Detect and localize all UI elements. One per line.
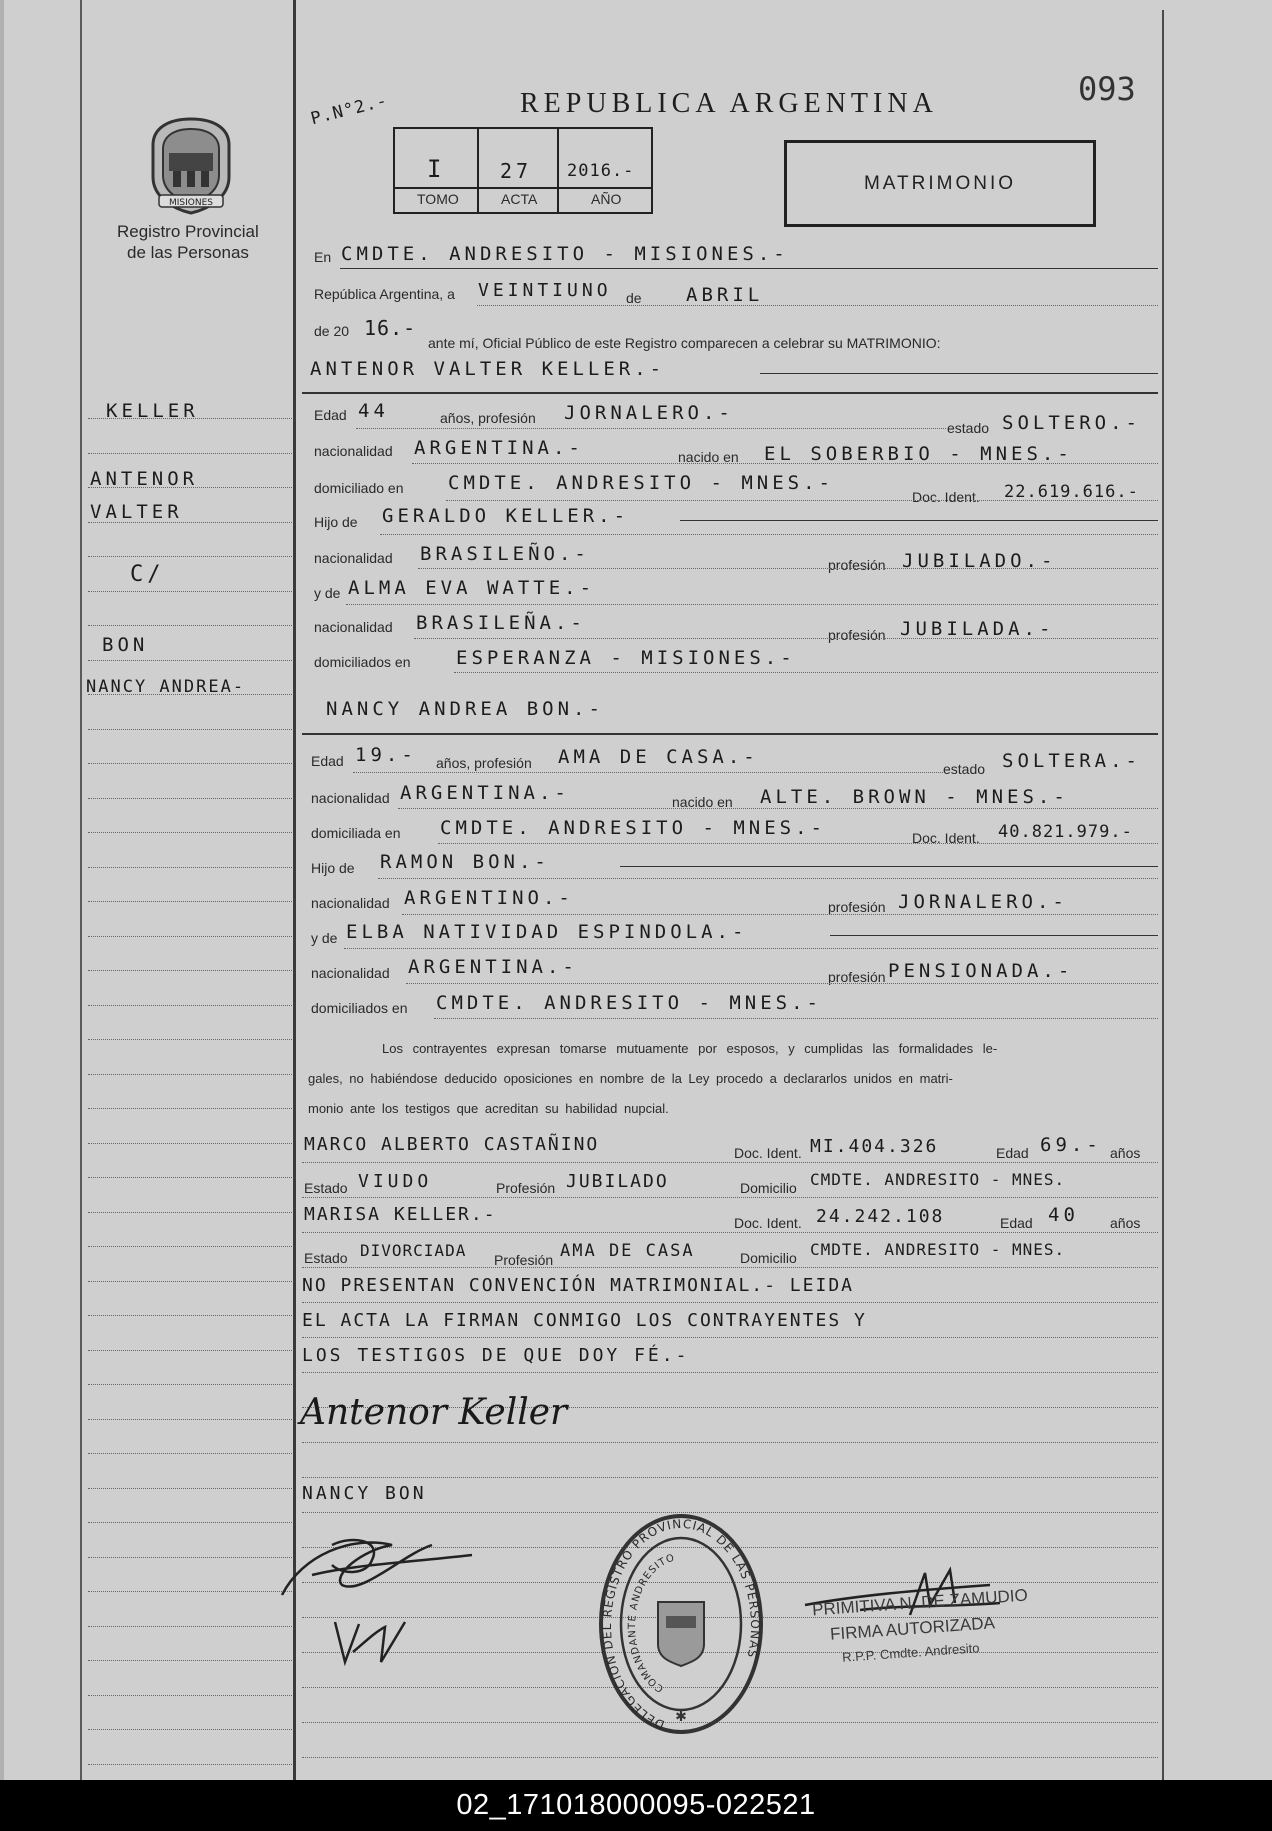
margin-rule [88,625,292,627]
margin-rule [88,591,292,593]
label-nacionalidad: nacionalidad [311,895,390,911]
document-id: 02_171018000095-022521 [456,1789,816,1821]
label-doc-ident: Doc. Ident. [912,830,980,846]
witness1-civil-state: VIUDO [358,1171,433,1192]
groom-civil-state: SOLTERO.- [1002,412,1141,434]
margin-rule [88,901,292,903]
notes-line-1: NO PRESENTAN CONVENCIÓN MATRIMONIAL.- LEIDA [302,1275,854,1296]
margin-rule [88,1143,292,1145]
label-profesion: profesión [828,899,886,915]
rule [406,983,1158,985]
tomo-acta-ano-box [393,127,653,214]
label-profesion: Profesión [496,1180,556,1196]
label-nacionalidad: nacionalidad [314,619,393,635]
rule [398,808,1158,810]
label-nacido-en: nacido en [672,794,733,810]
bride-mother-profession: PENSIONADA.- [888,960,1074,982]
record-type: MATRIMONIO [863,173,1017,194]
margin-rule [88,1453,292,1455]
margin-rule [88,970,292,972]
label-nacionalidad: nacionalidad [314,550,393,566]
margin-conjunction: C/ [130,562,165,587]
rule [302,1267,1158,1269]
witness2-name: MARISA KELLER.- [304,1204,497,1225]
margin-rule [88,1557,292,1559]
rule [414,638,1158,640]
margin-bride-given: NANCY ANDREA- [86,677,246,697]
svg-text:COMANDANTE ANDRESITO [627,1553,677,1695]
margin-rule [88,763,292,765]
rule [680,520,1158,522]
margin-rule [88,1626,292,1628]
rule [412,463,1158,465]
margin-groom-given-2: VALTER [90,501,183,523]
groom-profession: JORNALERO.- [564,402,734,424]
margin-rule [88,1005,292,1007]
margin-groom-surname: KELLER [106,400,199,422]
declaration-line-3: monio ante los testigos que acreditan su habilidad nupcial. [308,1101,669,1116]
label-estado: estado [943,761,986,777]
binding-left-edge [0,0,4,1780]
year-prefix: de 20 [314,323,350,339]
margin-rule [88,453,292,455]
registry-name-line2: de las Personas [127,243,249,262]
tomo-value: I [427,155,446,183]
margin-rule [88,1522,292,1524]
de-label: de [626,290,642,306]
margin-rule [88,1384,292,1386]
seal-ring-text: DELEGACION DEL REGISTRO PROVINCIAL DE LAS PERSONAS [600,1516,763,1732]
en-label: En [314,249,332,265]
registry-name-line1: Registro Provincial [117,222,259,241]
margin-rule [88,1108,292,1110]
rule [302,1337,1158,1339]
corner-note: P.N°2.- [308,90,390,130]
rule [302,733,1158,736]
margin-rule [88,798,292,800]
label-y-de: y de [314,585,341,601]
bride-profession: AMA DE CASA.- [558,746,759,768]
groom-nationality: ARGENTINA.- [414,437,584,459]
bride-father: RAMON BON.- [380,851,550,873]
witness2-doc: 24.242.108 [816,1206,945,1227]
label-domiciliado-en: domiciliado en [314,480,404,496]
label-nacido-en: nacido en [678,449,739,465]
label-estado: estado [947,420,990,436]
rule [356,428,946,430]
groom-father-profession: JUBILADO.- [902,550,1057,572]
signature-rule [302,1442,1158,1444]
rule [378,878,1158,880]
rule [344,948,1158,950]
margin-rule [88,660,292,662]
declaration-line-1: Los contrayentes expresan tomarse mutuamente por esposos, y cumplidas las formalidades le- [382,1041,998,1056]
witness1-signature-scribble [272,1515,482,1605]
witness2-profession: AMA DE CASA [560,1241,695,1261]
label-domiciliados-en: domiciliados en [314,654,411,670]
groom-full-name: ANTENOR VALTER KELLER.- [310,358,666,380]
left-margin-line [80,0,82,1780]
rule [402,914,1158,916]
page-number: 093 [1078,70,1136,108]
rule [477,305,1158,307]
rule [620,866,1158,868]
margin-rule [88,1419,292,1421]
witness1-doc: MI.404.326 [810,1136,939,1157]
bride-doc: 40.821.979.- [998,822,1133,842]
label-nacionalidad: nacionalidad [311,965,390,981]
bride-age: 19.- [355,744,417,766]
rule [434,1018,1158,1020]
rule [454,672,1158,674]
rule [340,268,1158,270]
groom-signature: Antenor Keller [300,1392,568,1433]
bride-parents-address: CMDTE. ANDRESITO - MNES.- [436,992,822,1014]
notes-line-2: EL ACTA LA FIRMAN CONMIGO LOS CONTRAYENTES Y [302,1310,867,1331]
margin-rule [88,1315,292,1317]
witness2-address: CMDTE. ANDRESITO - MNES. [810,1240,1066,1259]
label-estado: Estado [304,1250,348,1266]
label-anos-profesion: años, profesión [440,410,536,426]
margin-rule [88,1350,292,1352]
right-page-edge [1162,10,1164,1780]
declaration-line-2: gales, no habiéndose deducido oposiciones en nombre de la Ley procedo a declararlos unidos en matri- [308,1071,953,1086]
signature-rule [302,1757,1158,1759]
margin-bride-surname: BON [102,634,149,656]
witness2-age: 40 [1048,1204,1079,1226]
bride-mother: ELBA NATIVIDAD ESPINDOLA.- [346,921,748,943]
label-anos: años [1110,1215,1141,1231]
groom-mother-nationality: BRASILEÑA.- [416,612,586,634]
official-title: FIRMA AUTORIZADA [829,1613,996,1644]
signature-rule [302,1477,1158,1479]
bride-address: CMDTE. ANDRESITO - MNES.- [440,817,826,839]
record-type-box [784,140,1096,227]
witness1-profession: JUBILADO [566,1171,669,1192]
label-profesion: profesión [828,969,886,985]
margin-rule [88,1212,292,1214]
witness2-civil-state: DIVORCIADA [360,1241,467,1260]
label-edad: Edad [314,407,347,423]
notes-line-3: LOS TESTIGOS DE QUE DOY FÉ.- [302,1345,690,1366]
margin-rule [88,1591,292,1593]
rule [438,843,1158,845]
svg-text:DELEGACION DEL REGISTRO PROVIN [600,1517,762,1732]
rule [418,568,1158,570]
bride-nationality: ARGENTINA.- [400,782,570,804]
groom-address: CMDTE. ANDRESITO - MNES.- [448,472,834,494]
margin-rule [88,1764,292,1766]
bride-full-name: NANCY ANDREA BON.- [326,698,604,720]
margin-rule [88,1074,292,1076]
label-doc-ident: Doc. Ident. [734,1215,802,1231]
witness1-name: MARCO ALBERTO CASTAÑINO [304,1134,600,1155]
country-title: REPUBLICA ARGENTINA [520,88,938,119]
groom-birthplace: EL SOBERBIO - MNES.- [764,443,1073,465]
official-office: R.P.P. Cmdte. Andresito [841,1640,980,1665]
label-domiciliados-en: domiciliados en [311,1000,408,1016]
svg-text:✱: ✱ [675,1708,687,1724]
label-nacionalidad: nacionalidad [311,790,390,806]
margin-rule [88,729,292,731]
margin-rule [88,1246,292,1248]
ceremony-year: 16.- [364,316,417,340]
groom-mother-profession: JUBILADA.- [900,618,1055,640]
margin-rule [88,1695,292,1697]
bride-father-profession: JORNALERO.- [898,891,1068,913]
republica-label: República Argentina, a [314,286,455,302]
tomo-label: TOMO [417,191,459,207]
label-estado: Estado [304,1180,348,1196]
margin-rule [88,1660,292,1662]
ano-value: 2016.- [567,161,635,181]
label-doc-ident: Doc. Ident. [734,1145,802,1161]
label-anos: años [1110,1145,1141,1161]
label-profesion: profesión [828,557,886,573]
svg-text:MISIONES: MISIONES [168,198,214,208]
label-hijo-de: Hijo de [311,860,355,876]
intro-text: ante mí, Oficial Público de este Registro comparecen a celebrar su MATRIMONIO: [428,335,941,351]
witness1-address: CMDTE. ANDRESITO - MNES. [810,1170,1066,1189]
column-divider [293,0,296,1780]
margin-rule [88,1177,292,1179]
label-edad: Edad [311,753,344,769]
rule [302,1197,1158,1199]
witness2-signature-scribble [325,1612,415,1672]
bride-civil-state: SOLTERA.- [1002,750,1141,772]
label-domiciliada-en: domiciliada en [311,825,401,841]
witness1-age: 69.- [1040,1134,1102,1156]
groom-age: 44 [358,400,389,422]
groom-parents-address: ESPERANZA - MISIONES.- [456,647,796,669]
ceremony-month: ABRIL [686,284,764,306]
margin-rule [88,1281,292,1283]
groom-father-nationality: BRASILEÑO.- [420,543,590,565]
margin-rule [88,1039,292,1041]
rule [760,373,1158,375]
ano-label: AÑO [591,191,622,207]
margin-rule [88,832,292,834]
margin-rule [88,1488,292,1490]
margin-rule [88,556,292,558]
rule [353,772,943,774]
rule [346,604,1158,606]
rule [830,935,1158,937]
label-edad: Edad [1000,1215,1033,1231]
label-domicilio: Domicilio [740,1250,797,1266]
label-domicilio: Domicilio [740,1180,797,1196]
rule [302,1232,1158,1234]
acta-label: ACTA [501,191,538,207]
seal-text [596,1512,766,1737]
bride-birthplace: ALTE. BROWN - MNES.- [760,786,1069,808]
label-hijo-de: Hijo de [314,514,358,530]
margin-groom-given-1: ANTENOR [90,468,199,490]
seal-inner-text: COMANDANTE ANDRESITO [627,1552,677,1695]
bride-signature: NANCY BON [302,1483,427,1504]
margin-rule [88,1729,292,1731]
label-profesion: profesión [828,627,886,643]
label-doc-ident: Doc. Ident. [912,489,980,505]
ceremony-day: VEINTIUNO [478,280,612,301]
rule [446,500,1158,502]
rule [380,534,1158,536]
rule [302,1162,1158,1164]
provincial-emblem-icon [145,115,237,215]
ceremony-place: CMDTE. ANDRESITO - MISIONES.- [341,243,789,265]
groom-father: GERALDO KELLER.- [382,505,630,527]
label-anos-profesion: años, profesión [436,755,532,771]
official-name: PRIMITIVA N. DE ZAMUDIO [811,1585,1029,1620]
document-id-bar [0,1780,1272,1831]
rule [302,392,1158,395]
rule [302,1372,1158,1374]
label-y-de: y de [311,930,338,946]
bride-mother-nationality: ARGENTINA.- [408,956,578,978]
label-edad: Edad [996,1145,1029,1161]
margin-rule [88,936,292,938]
margin-rule [88,867,292,869]
groom-mother: ALMA EVA WATTE.- [348,577,596,599]
label-nacionalidad: nacionalidad [314,443,393,459]
bride-father-nationality: ARGENTINO.- [404,887,574,909]
rule [302,1302,1158,1304]
groom-doc: 22.619.616.- [1004,482,1139,502]
acta-value: 27 [500,159,533,183]
label-profesion: Profesión [494,1252,554,1268]
